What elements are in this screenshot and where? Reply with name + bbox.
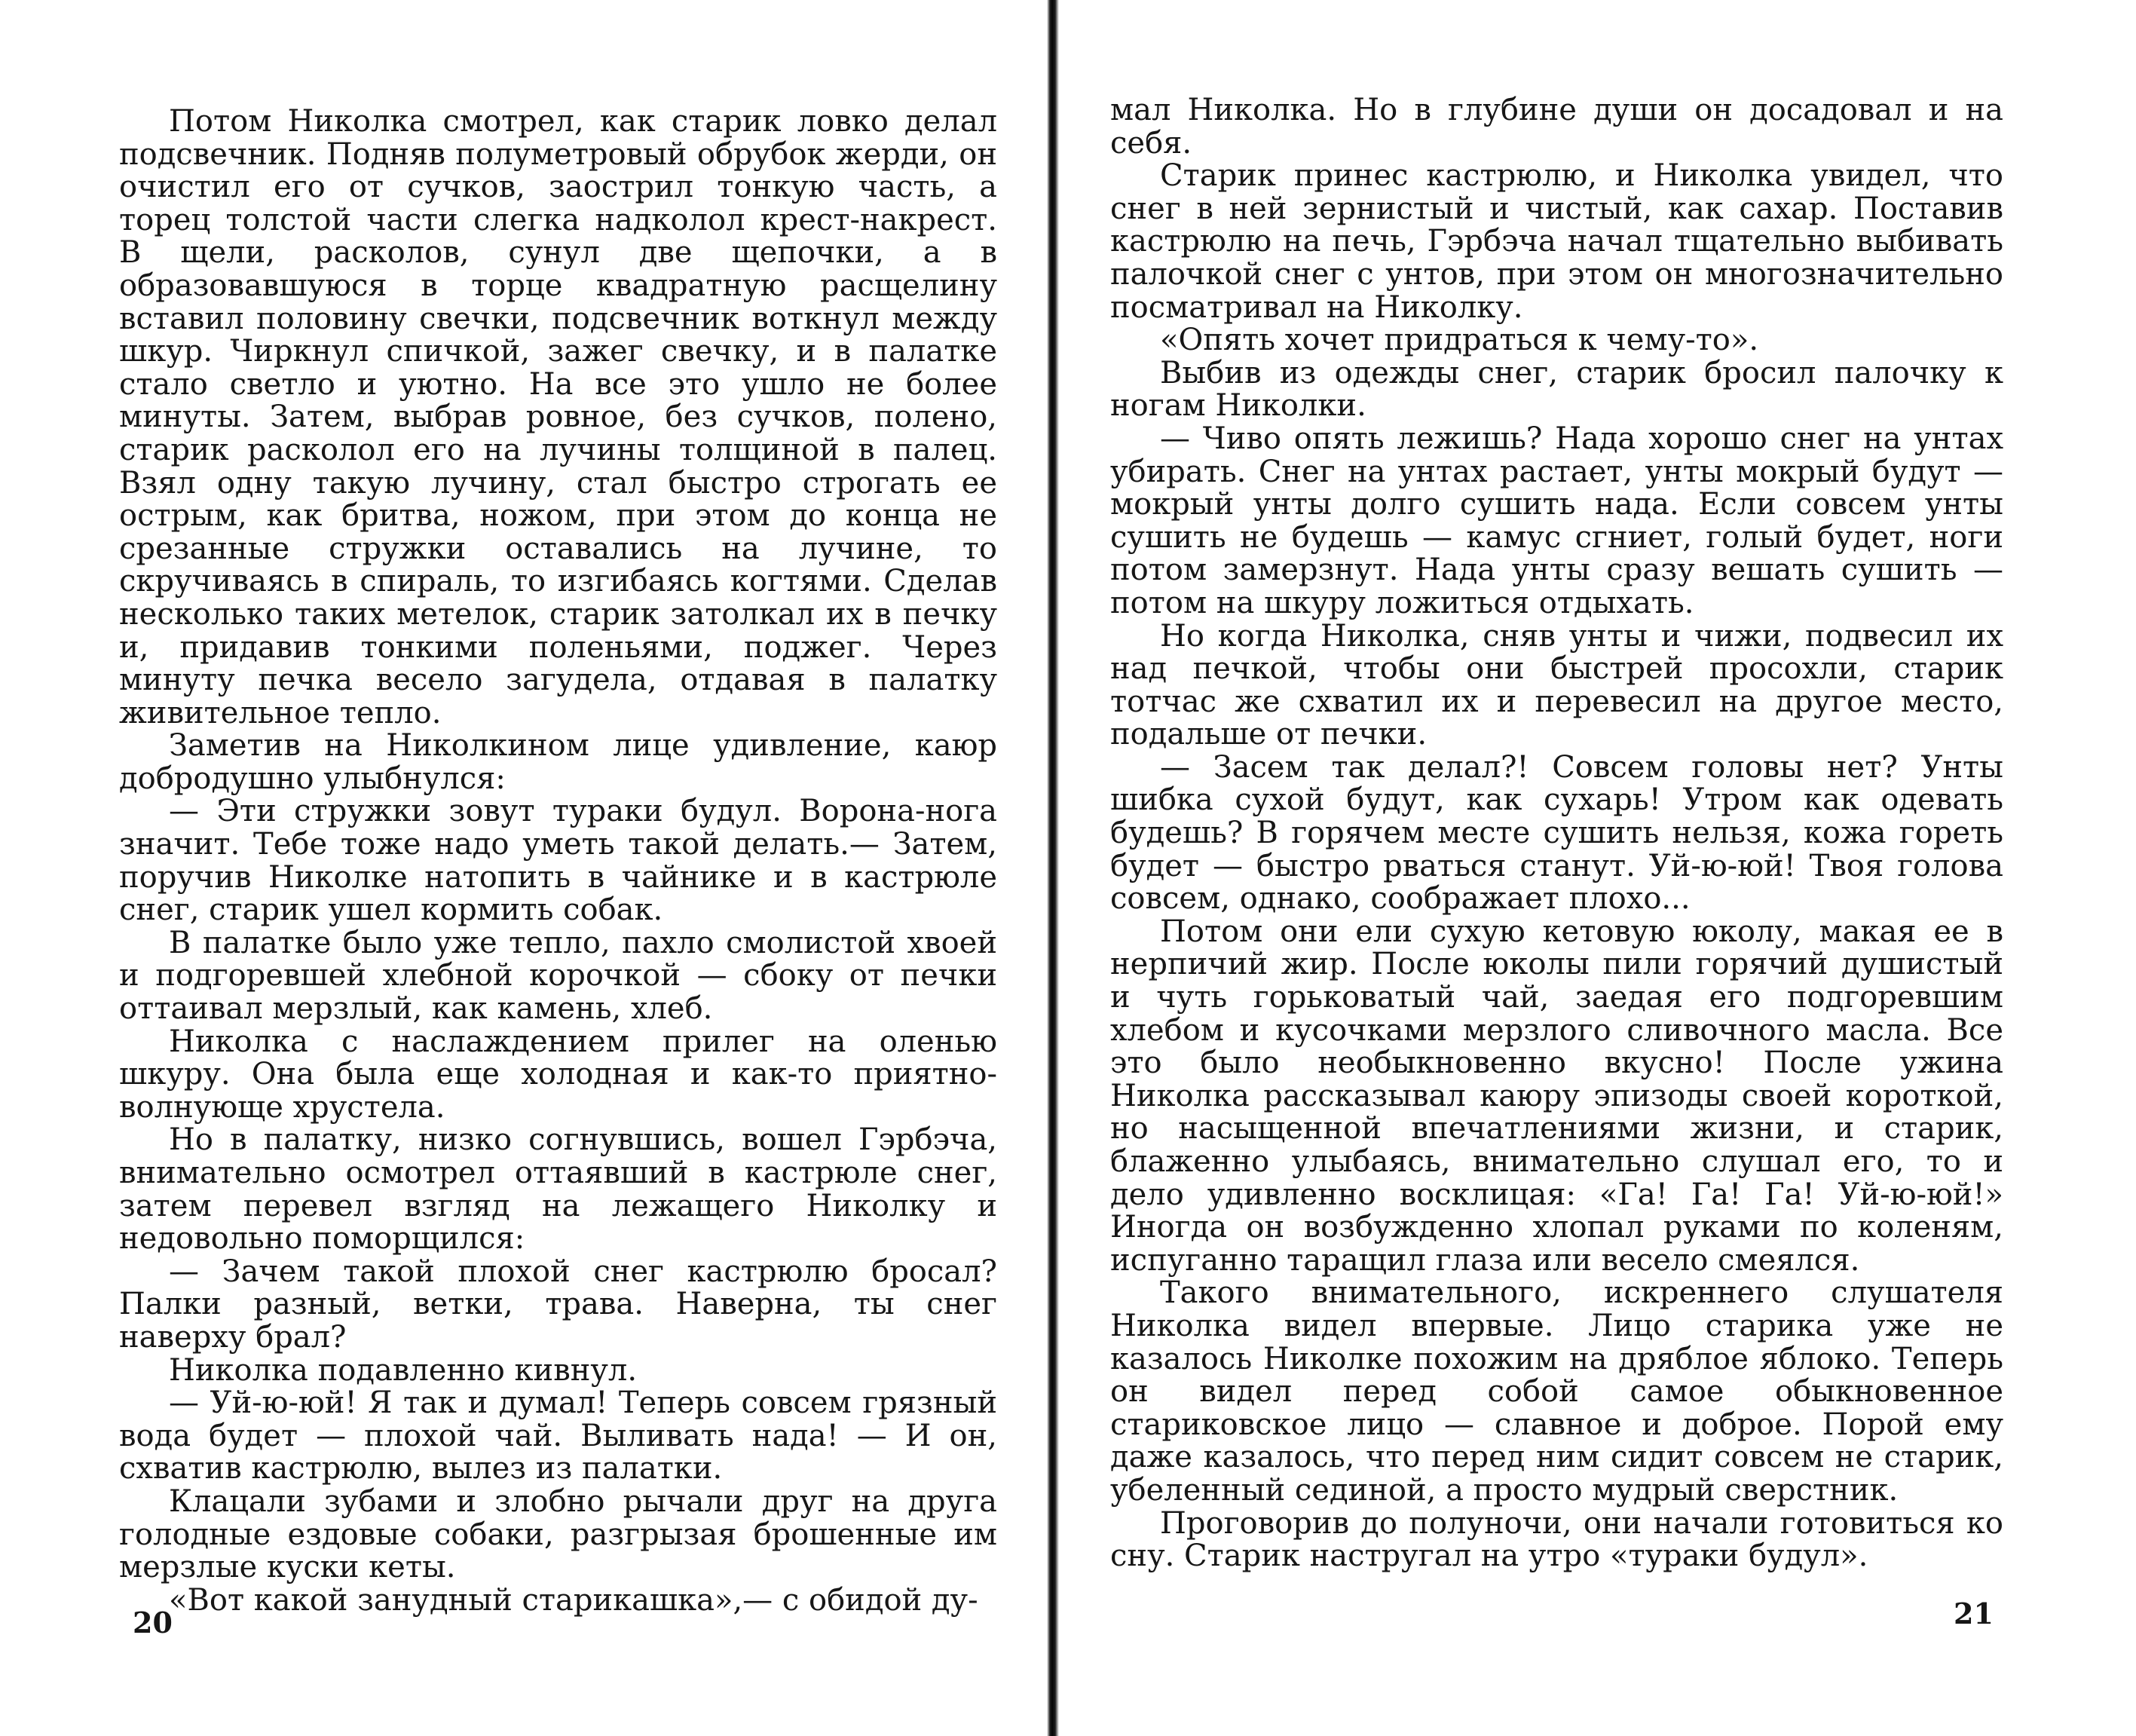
page-number: 20: [133, 1606, 173, 1640]
right-page-text: [1110, 94, 2003, 1573]
book-gutter: [1033, 0, 1070, 1736]
paragraph: Старик принес кастрюлю, и Николка увидел, что снег в ней зернистый и чистый, как сахар. Поставив кастрюлю на печь, Гэрбэча начал тщательно выбивать палочкой снег с унтов, при этом он многозначительно посматривал на Николку.: [1110, 158, 2003, 325]
paragraph: — Уй-ю-юй! Я так и думал! Теперь совсем грязный вода будет — плохой чай. Выливать нада! — И он, схватив кастрюлю, вылез из палатки.: [119, 1385, 997, 1486]
page-number: 21: [1954, 1597, 1994, 1630]
paragraph: Николка подавленно кивнул.: [169, 1352, 638, 1388]
paragraph: «Вот какой занудный старикашка»,— с обидой ду-: [169, 1582, 978, 1618]
paragraph: «Опять хочет придраться к чему-то».: [1160, 323, 1759, 358]
paragraph: В палатке было уже тепло, пахло смолистой хвоей и подгоревшей хлебной корочкой — сбоку от печки оттаивал мерзлый, как камень, хлеб.: [119, 925, 997, 1027]
paragraph: — Эти стружки зовут тураки будул. Ворона-нога значит. Тебе тоже надо уметь такой делать.— Затем, поручив Николке натопить в чайнике и в кастрюле снег, старик ушел кормить собак.: [119, 794, 997, 928]
right-page: [1070, 0, 2136, 1736]
paragraph: Но в палатку, низко согнувшись, вошел Гэрбэча, внимательно осмотрел оттаявший в кастрюле снег, затем перевел взгляд на лежащего Николку и недовольно поморщился:: [119, 1122, 997, 1257]
paragraph: Такого внимательного, искреннего слушателя Николка видел впервые. Лицо старика уже не казалось Николке похожим на дряблое яблоко. Теперь он видел перед собой самое обыкновенное стариковское лицо — славное и доброе. Порой ему даже казалось, что перед ним сидит совсем не старик, убеленный сединой, а просто мудрый сверстник.: [1110, 1275, 2003, 1508]
paragraph: Но когда Николка, сняв унты и чижи, подвесил их над печкой, чтобы они быстрей просохли, старик тотчас же схватил их и перевесил на другое место, подальше от печки.: [1110, 618, 2003, 752]
paragraph: Николка с наслаждением прилег на оленью шкуру. Она была еще холодная и как-то приятно-волнующе хрустела.: [119, 1024, 997, 1125]
left-page: [0, 0, 1033, 1736]
paragraph: Выбив из одежды снег, старик бросил палочку к ногам Николки.: [1110, 355, 2003, 424]
paragraph-continued: мал Николка. Но в глубине души он досадовал и на себя.: [1110, 93, 2003, 161]
paragraph: Клацали зубами и злобно рычали друг на друга голодные ездовые собаки, разгрызая брошенные им мерзлые куски кеты.: [119, 1483, 997, 1585]
paragraph: Заметив на Николкином лице удивление, каюр добродушно улыбнулся:: [119, 728, 997, 796]
paragraph: — Чиво опять лежишь? Нада хорошо снег на унтах убирать. Снег на унтах растает, унты мокрый будут — мокрый унты долго сушить нада. Если совсем унты сушить не будешь — камус сгниет, голый будет, ноги потом замерзнут. Нада унты сразу вешать сушить — потом на шкуру ложиться отдыхать.: [1110, 421, 2003, 620]
left-page-text: [119, 106, 997, 1617]
paragraph: Проговорив до полуночи, они начали готовиться ко сну. Старик настругал на утро «тураки будул».: [1110, 1505, 2003, 1574]
paragraph: — Засем так делал?! Совсем головы нет? Унты шибка сухой будут, как сухарь! Утром как одевать будешь? В горячем месте сушить нельзя, кожа гореть будет — быстро рваться станут. Уй-ю-юй! Твоя голова совсем, однако, соображает плохо...: [1110, 749, 2003, 917]
paragraph: Потом они ели сухую кетовую юколу, макая ее в нерпичий жир. После юколы пили горячий душистый и чуть горьковатый чай, заедая его подгоревшим хлебом и кусочками мерзлого сливочного масла. Все это было необыкновенно вкусно! После ужина Николка рассказывал каюру эпизоды своей короткой, но насыщенной впечатлениями жизни, и старик, блаженно улыбаясь, внимательно слушал его, то и дело удивленно восклицая: «Га! Га! Га! Уй-ю-юй!» Иногда он возбужденно хлопал руками по коленям, испуганно таращил глаза или весело смеялся.: [1110, 914, 2003, 1278]
paragraph: — Зачем такой плохой снег кастрюлю бросал? Палки разный, ветки, трава. Наверна, ты снег наверху брал?: [119, 1254, 997, 1355]
paragraph: Потом Николка смотрел, как старик ловко делал подсвечник. Подняв полуметровый обрубок жерди, он очистил его от сучков, заострил тонкую часть, а торец толстой части слегка надколол крест-накрест. В щели, расколов, сунул две щепочки, а в образовавшуюся в торце квадратную расщелину вставил половину свечки, подсвечник воткнул между шкур. Чиркнул спичкой, зажег свечку, и в палатке стало светло и уютно. На все это ушло не более минуты. Затем, выбрав ровное, без сучков, полено, старик расколол его на лучины толщиной в палец. Взял одну такую лучину, стал быстро строгать ее острым, как бритва, ножом, при этом до конца не срезанные стружки оставались на лучине, то скручиваясь в спираль, то изгибаясь когтями. Сделав несколько таких метелок, старик затолкал их в печку и, придавив тонкими поленьями, поджег. Через минуту печка весело загудела, отдавая в палатку живительное тепло.: [119, 104, 997, 730]
